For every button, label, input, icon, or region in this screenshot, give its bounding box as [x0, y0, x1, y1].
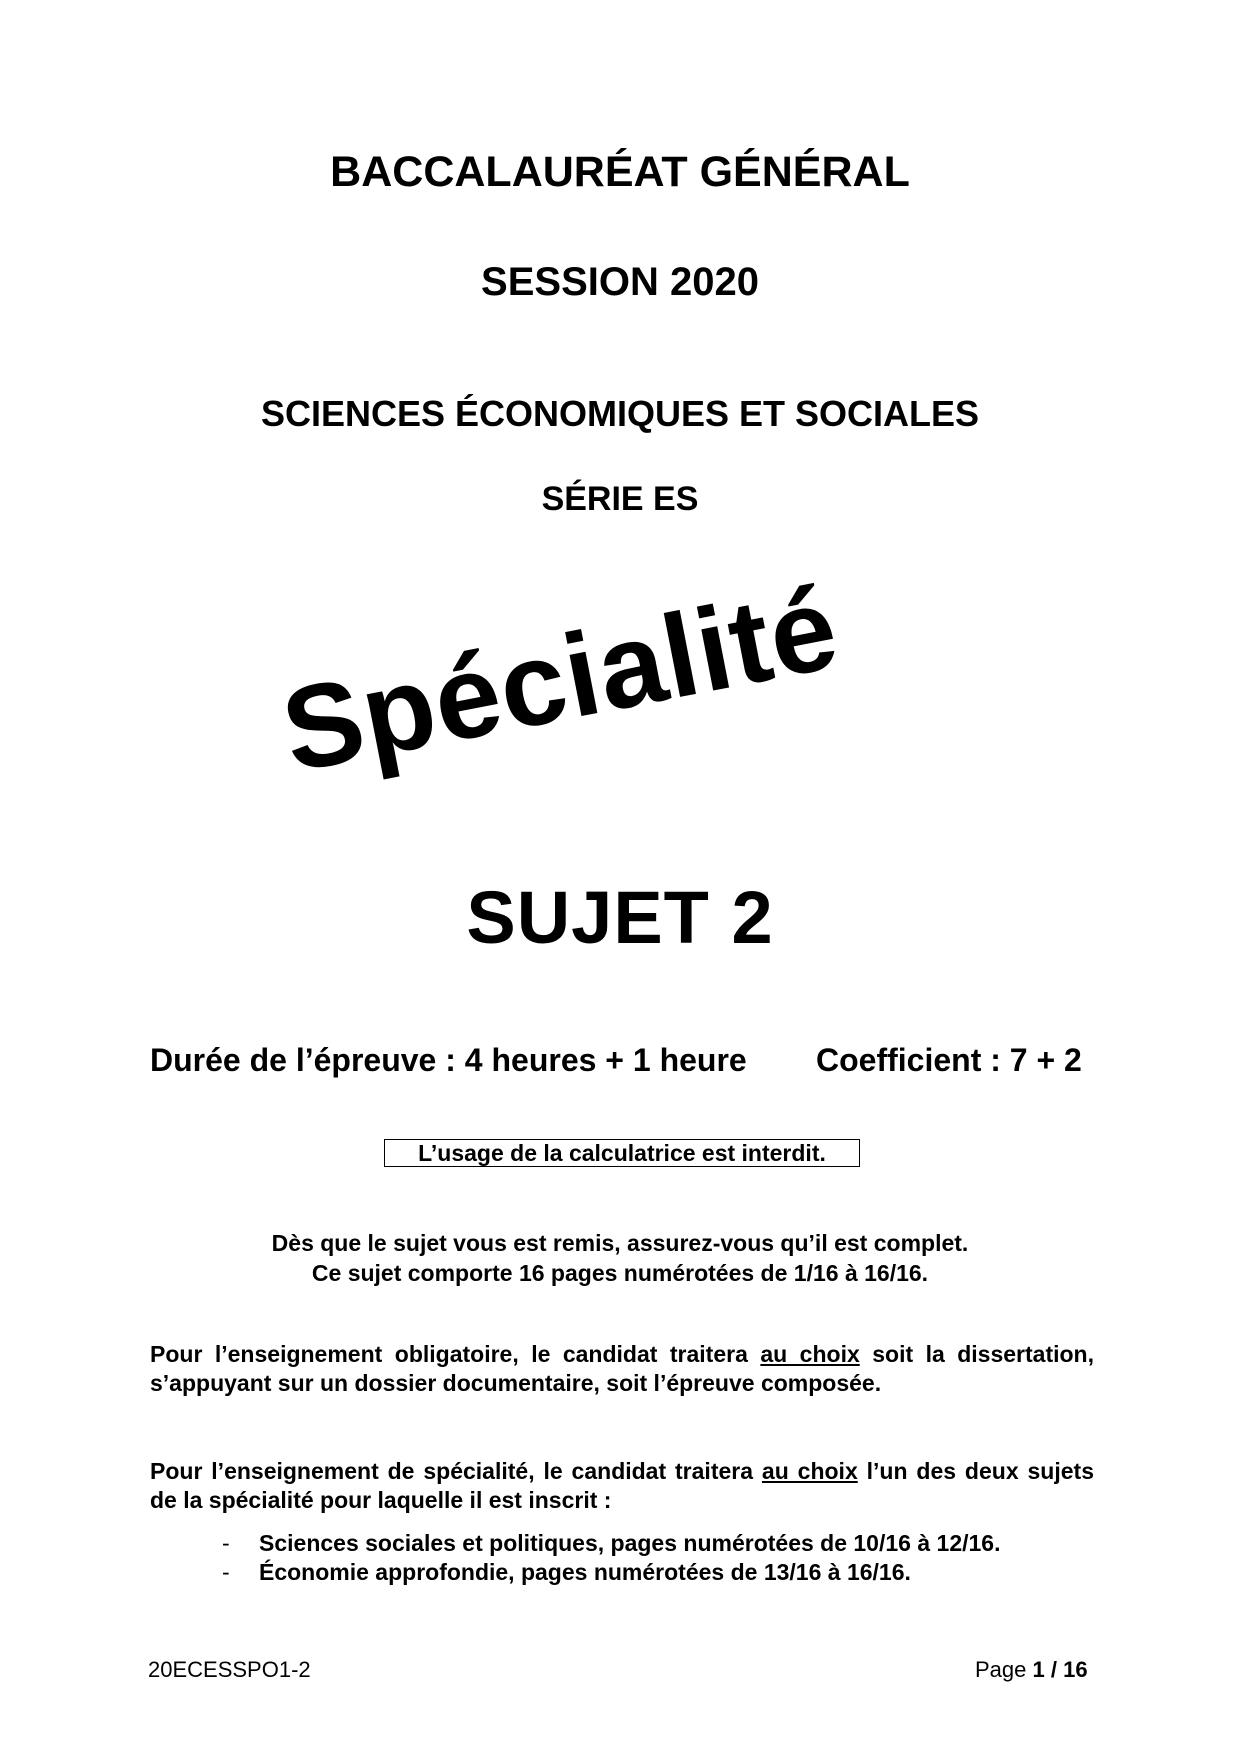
footer-page-number	[975, 1657, 1088, 1683]
specialite-text-pre: Pour l’enseignement de spécialité, le candidat traitera	[150, 1458, 762, 1484]
page-label: Page	[975, 1657, 1033, 1682]
obligatoire-text-post: soit la dissertation, s’appuyant sur un dossier documentaire, soit l’épreuve composée.	[150, 1341, 1094, 1396]
list-item-text: Sciences sociales et politiques, pages numérotées de 10/16 à 12/16.	[259, 1530, 1001, 1556]
specialite-paragraph	[150, 1457, 1094, 1515]
subject-title: SCIENCES ÉCONOMIQUES ET SOCIALES	[260, 393, 980, 434]
calculator-notice-box: L’usage de la calculatrice est interdit.	[384, 1139, 860, 1167]
sujet-title: SUJET 2	[466, 876, 774, 959]
specialite-options-list	[222, 1529, 1000, 1587]
completeness-notice	[0, 1228, 1240, 1288]
obligatoire-text-pre: Pour l’enseignement obligatoire, le candidat traitera	[150, 1341, 761, 1367]
specialite-watermark: Spécialité	[272, 561, 849, 798]
list-item	[222, 1558, 1000, 1587]
exam-title: BACCALAURÉAT GÉNÉRAL	[330, 148, 910, 196]
page-current: 1	[1032, 1657, 1045, 1682]
duree-text: Durée de l’épreuve : 4 heures + 1 heure	[150, 1042, 747, 1078]
bullet-dash: -	[222, 1530, 230, 1556]
bullet-dash: -	[222, 1559, 230, 1585]
completeness-line-2: Ce sujet comporte 16 pages numérotées de 1/16 à 16/16.	[311, 1260, 929, 1286]
page-total: 16	[1063, 1657, 1088, 1682]
session-title: SESSION 2020	[481, 260, 759, 304]
completeness-line-1: Dès que le sujet vous est remis, assurez-vous qu’il est complet.	[271, 1230, 969, 1256]
obligatoire-paragraph	[150, 1340, 1094, 1398]
list-item-text: Économie approfondie, pages numérotées de 13/16 à 16/16.	[259, 1559, 911, 1585]
specialite-text-post: l’un des deux sujets de la spécialité pour laquelle il est inscrit :	[150, 1458, 1094, 1513]
list-item	[222, 1529, 1000, 1558]
coefficient-text: Coefficient : 7 + 2	[816, 1042, 1082, 1078]
specialite-au-choix: au choix	[761, 1458, 858, 1484]
series-title: SÉRIE ES	[541, 480, 699, 518]
footer-code: 20ECESSPO1-2	[148, 1657, 311, 1682]
obligatoire-au-choix: au choix	[760, 1341, 860, 1367]
page-separator: /	[1044, 1657, 1064, 1682]
